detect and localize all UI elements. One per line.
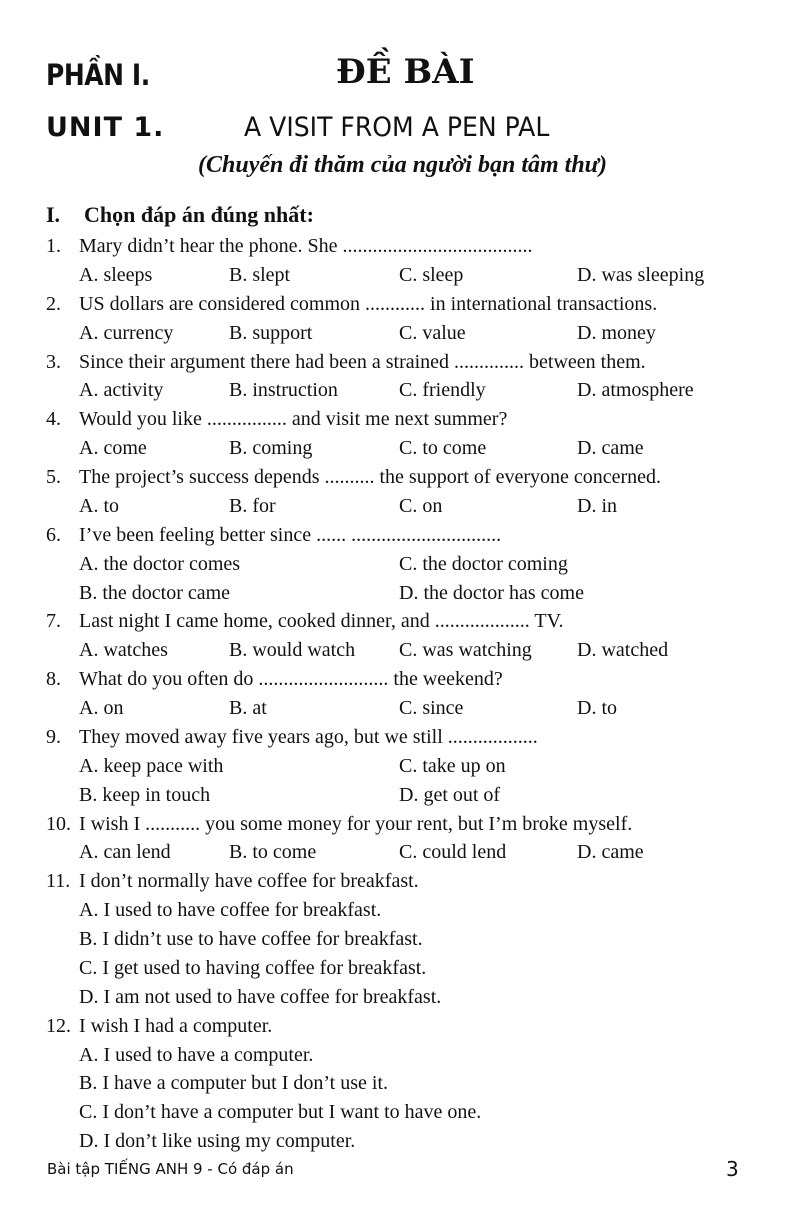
option-c[interactable]: C. since <box>399 697 464 719</box>
question-number: 12. <box>46 1014 71 1037</box>
option-b[interactable]: B. for <box>229 494 276 517</box>
question-text: I wish I had a computer. <box>79 1014 273 1037</box>
option-a[interactable]: A. the doctor comes <box>79 552 241 575</box>
option-c[interactable]: C. the doctor coming <box>399 552 568 575</box>
option-b[interactable]: B. coming <box>229 437 313 460</box>
option-d[interactable]: D. get out of <box>399 783 501 806</box>
question-7 <box>46 607 746 665</box>
answer-options <box>46 550 746 579</box>
question-number: 6. <box>46 523 61 546</box>
option-b[interactable]: B. to come <box>229 841 317 864</box>
question-number: 7. <box>46 610 61 633</box>
question-12 <box>46 1012 746 1156</box>
option-c[interactable]: C. on <box>399 494 443 517</box>
part-title: ĐỀ BÀI <box>336 52 475 92</box>
question-text: Mary didn’t hear the phone. She ...................................... <box>79 235 533 257</box>
question-text: I wish I ........... you some money for your rent, but I’m broke myself. <box>79 812 633 835</box>
option-a[interactable]: A. come <box>79 437 147 460</box>
answer-options <box>46 434 746 463</box>
option-b[interactable]: B. I didn’t use to have coffee for breakfast. <box>79 928 423 950</box>
question-number: 8. <box>46 668 61 691</box>
option-a[interactable]: A. watches <box>79 639 168 662</box>
question-number: 3. <box>46 350 61 373</box>
question-text: US dollars are considered common ............ in international transactions. <box>79 292 658 315</box>
footer-book-title: Bài tập TIẾNG ANH 9 - Có đáp án <box>47 1160 294 1178</box>
question-5 <box>46 463 746 521</box>
option-c[interactable]: C. I don’t have a computer but I want to have one. <box>79 1101 482 1124</box>
option-d[interactable]: D. I don’t like using my computer. <box>79 1130 356 1153</box>
question-3 <box>46 348 746 406</box>
unit-label: UNIT 1. <box>46 112 165 143</box>
question-number: 5. <box>46 466 61 488</box>
answer-options <box>46 752 746 781</box>
question-2 <box>46 290 746 348</box>
question-text: The project’s success depends .......... the support of everyone concerned. <box>79 466 662 488</box>
option-d[interactable]: D. atmosphere <box>577 379 694 402</box>
question-number: 4. <box>46 408 61 431</box>
section-title: Chọn đáp án đúng nhất: <box>84 202 314 227</box>
option-b[interactable]: B. keep in touch <box>79 783 211 806</box>
question-10 <box>46 810 746 868</box>
question-8 <box>46 665 746 723</box>
option-a[interactable]: A. on <box>79 697 124 719</box>
option-c[interactable]: C. friendly <box>399 379 486 402</box>
option-d[interactable]: D. was sleeping <box>577 263 705 286</box>
answer-options <box>46 781 746 810</box>
question-number: 1. <box>46 235 61 257</box>
option-c[interactable]: C. could lend <box>399 841 507 864</box>
answer-options <box>46 376 746 405</box>
option-c[interactable]: C. value <box>399 321 466 344</box>
option-d[interactable]: D. in <box>577 494 617 517</box>
option-b[interactable]: B. instruction <box>229 379 338 402</box>
option-c[interactable]: C. I get used to having coffee for breakfast. <box>79 956 427 979</box>
option-b[interactable]: B. I have a computer but I don’t use it. <box>79 1072 389 1095</box>
option-d[interactable]: D. money <box>577 321 656 344</box>
section-number: I. <box>46 202 61 227</box>
option-a[interactable]: A. activity <box>79 379 164 402</box>
question-number: 2. <box>46 292 61 315</box>
option-c[interactable]: C. was watching <box>399 639 532 662</box>
question-number: 9. <box>46 725 61 748</box>
answer-options <box>46 492 746 521</box>
option-b[interactable]: B. support <box>229 321 313 344</box>
question-number: 11. <box>46 870 71 893</box>
option-b[interactable]: B. the doctor came <box>79 581 231 604</box>
answer-options <box>46 636 746 665</box>
question-1 <box>46 232 746 290</box>
answer-options <box>46 838 746 867</box>
option-b[interactable]: B. at <box>229 697 267 719</box>
question-text: They moved away five years ago, but we still .................. <box>79 725 538 748</box>
question-text: I don’t normally have coffee for breakfast. <box>79 870 419 893</box>
section-heading <box>46 202 314 228</box>
answer-options <box>46 694 746 723</box>
answer-options <box>46 261 746 290</box>
question-number: 10. <box>46 812 71 835</box>
question-text: Last night I came home, cooked dinner, and ................... TV. <box>79 610 564 633</box>
option-c[interactable]: C. to come <box>399 437 487 460</box>
option-a[interactable]: A. sleeps <box>79 263 153 286</box>
question-text: What do you often do .......................... the weekend? <box>79 668 503 691</box>
page-number: 3 <box>726 1157 739 1181</box>
option-d[interactable]: D. came <box>577 437 644 460</box>
unit-subtitle: (Chuyến đi thăm của người bạn tâm thư) <box>198 152 608 178</box>
option-a[interactable]: A. keep pace with <box>79 754 224 777</box>
unit-title: A VISIT FROM A PEN PAL <box>244 112 550 143</box>
option-b[interactable]: B. slept <box>229 263 291 286</box>
option-d[interactable]: D. came <box>577 841 644 864</box>
answer-options <box>46 579 746 608</box>
question-9 <box>46 723 746 810</box>
option-c[interactable]: C. sleep <box>399 263 464 286</box>
option-d[interactable]: D. watched <box>577 639 669 662</box>
question-list <box>46 232 746 1156</box>
option-a[interactable]: A. can lend <box>79 841 171 864</box>
option-a[interactable]: A. to <box>79 494 119 517</box>
option-d[interactable]: D. to <box>577 697 617 719</box>
answer-options <box>46 319 746 348</box>
option-c[interactable]: C. take up on <box>399 754 506 777</box>
option-a[interactable]: A. currency <box>79 321 174 344</box>
option-a[interactable]: A. I used to have a computer. <box>79 1043 314 1066</box>
option-d[interactable]: D. I am not used to have coffee for breakfast. <box>79 985 442 1008</box>
question-6 <box>46 521 746 608</box>
question-text: Would you like ................ and visit me next summer? <box>79 408 508 431</box>
question-text: Since their argument there had been a strained .............. between them. <box>79 350 646 373</box>
question-4 <box>46 405 746 463</box>
part-label: PHẦN I. <box>46 58 150 92</box>
option-b[interactable]: B. would watch <box>229 639 356 662</box>
question-11 <box>46 867 746 1011</box>
question-text: I’ve been feeling better since ...... .............................. <box>79 523 502 546</box>
option-a[interactable]: A. I used to have coffee for breakfast. <box>79 899 382 922</box>
option-d[interactable]: D. the doctor has come <box>399 581 584 604</box>
